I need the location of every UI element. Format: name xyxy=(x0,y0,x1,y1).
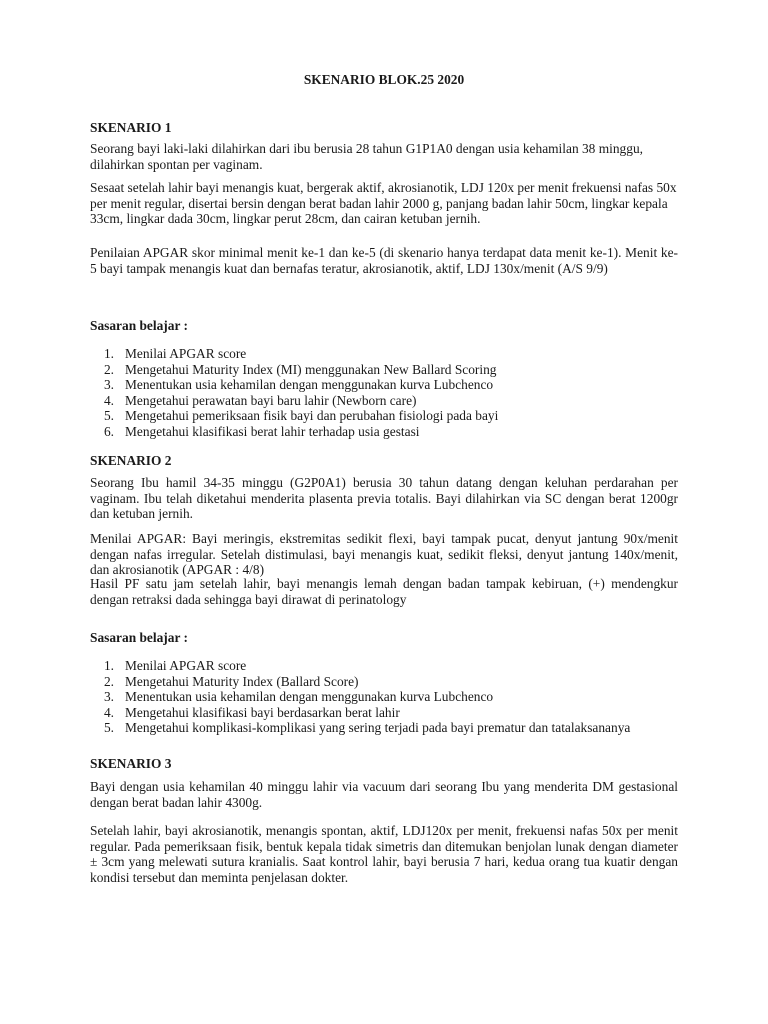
skenario-1-paragraph-1: Seorang bayi laki-laki dilahirkan dari ibu berusia 28 tahun G1P1A0 dengan usia kehamilan 38 minggu, dilahirkan spontan per vaginam. xyxy=(90,141,643,172)
skenario-1-paragraph-3: Penilaian APGAR skor minimal menit ke-1 dan ke-5 (di skenario hanya terdapat data menit ke-1). Menit ke-5 bayi tampak menangis kuat dan bernafas teratur, akrosianotik, aktif, LDJ 130x/menit (A/S 9/9) xyxy=(90,245,678,276)
skenario-1-sasaran-label: Sasaran belajar : xyxy=(90,318,188,333)
list-text: Mengetahui Maturity Index (Ballard Score) xyxy=(125,673,359,689)
list-number: 6. xyxy=(103,423,114,439)
skenario-3-paragraph-2: Setelah lahir, bayi akrosianotik, menangis spontan, aktif, LDJ120x per menit, frekuensi nafas 50x per menit regular. Pada pemeriksaan fisik, bentuk kepala tidak simetris dan ditemukan benjolan lunak dengan diameter ± 3cm yang melewati sutura kranialis. Saat kontrol lahir, bayi berusia 7 hari, kedua orang tua kuatir dengan kondisi tersebut dan meminta penjelasan dokter. xyxy=(90,823,678,885)
list-number: 5. xyxy=(103,408,114,424)
list-text: Mengetahui klasifikasi berat lahir terhadap usia gestasi xyxy=(125,423,420,439)
skenario-2-paragraph-2: Menilai APGAR: Bayi meringis, ekstremitas sedikit flexi, bayi tampak pucat, denyut jantung 90x/menit dengan nafas irregular. Setelah distimulasi, bayi menangis kuat, sedikit fleksi, denyut jantung 140x/menit, dan akrosianotik (APGAR : 4/8) xyxy=(90,531,678,578)
list-number: 1. xyxy=(103,346,114,361)
list-item xyxy=(90,362,678,378)
list-text: Mengetahui perawatan bayi baru lahir (Newborn care) xyxy=(125,392,417,408)
list-text: Menentukan usia kehamilan dengan menggunakan kurva Lubchenco xyxy=(125,689,494,705)
list-item xyxy=(90,705,678,721)
list-number: 4. xyxy=(103,704,114,720)
list-item xyxy=(90,393,678,409)
skenario-2-paragraph-3: Hasil PF satu jam setelah lahir, bayi menangis lemah dengan badan tampak kebiruan, (+) mendengkur dengan retraksi dada sehingga bayi dirawat di perinatology xyxy=(90,576,678,607)
list-number: 1. xyxy=(103,658,114,673)
list-item xyxy=(90,346,678,362)
list-number: 4. xyxy=(103,392,114,408)
document-title: SKENARIO BLOK.25 2020 xyxy=(303,72,465,87)
list-item xyxy=(90,424,678,440)
list-item xyxy=(90,658,678,674)
list-number: 2. xyxy=(103,361,114,377)
skenario-2-objectives-list xyxy=(90,658,678,736)
skenario-3-heading: SKENARIO 3 xyxy=(90,756,172,771)
skenario-2-heading: SKENARIO 2 xyxy=(90,453,172,468)
skenario-2-paragraph-1: Seorang Ibu hamil 34-35 minggu (G2P0A1) berusia 30 tahun datang dengan keluhan perdarahan per vaginam. Ibu telah diketahui menderita plasenta previa totalis. Bayi dilahirkan via SC dengan berat 1200gr dan ketuban jernih. xyxy=(90,475,678,522)
list-item xyxy=(90,377,678,393)
skenario-1-objectives-list xyxy=(90,346,678,440)
list-text: Menentukan usia kehamilan dengan menggunakan kurva Lubchenco xyxy=(125,377,494,393)
list-text: Menilai APGAR score xyxy=(125,658,247,673)
list-item xyxy=(90,689,678,705)
list-item xyxy=(90,674,678,690)
list-number: 5. xyxy=(103,720,114,736)
list-item xyxy=(90,720,678,736)
list-text: Mengetahui klasifikasi bayi berdasarkan berat lahir xyxy=(125,704,400,720)
skenario-1-heading: SKENARIO 1 xyxy=(90,120,172,135)
list-text: Mengetahui komplikasi-komplikasi yang sering terjadi pada bayi prematur dan tatalaksananya xyxy=(125,720,631,736)
list-number: 2. xyxy=(103,673,114,689)
list-text: Menilai APGAR score xyxy=(125,346,247,361)
skenario-3-paragraph-1: Bayi dengan usia kehamilan 40 minggu lahir via vacuum dari seorang Ibu yang menderita DM gestasional dengan berat badan lahir 4300g. xyxy=(90,779,678,810)
skenario-1-paragraph-2: Sesaat setelah lahir bayi menangis kuat, bergerak aktif, akrosianotik, LDJ 120x per menit frekuensi nafas 50x per menit regular, disertai bersin dengan berat badan lahir 2000 g, panjang badan lahir 50cm, lingkar kepala 33cm, lingkar dada 30cm, lingkar perut 28cm, dan cairan ketuban jernih. xyxy=(90,180,677,227)
list-item xyxy=(90,408,678,424)
list-number: 3. xyxy=(103,689,114,705)
list-number: 3. xyxy=(103,377,114,393)
skenario-2-sasaran-label: Sasaran belajar : xyxy=(90,630,188,645)
list-text: Mengetahui pemeriksaan fisik bayi dan perubahan fisiologi pada bayi xyxy=(125,408,499,424)
list-text: Mengetahui Maturity Index (MI) menggunakan New Ballard Scoring xyxy=(125,361,497,377)
